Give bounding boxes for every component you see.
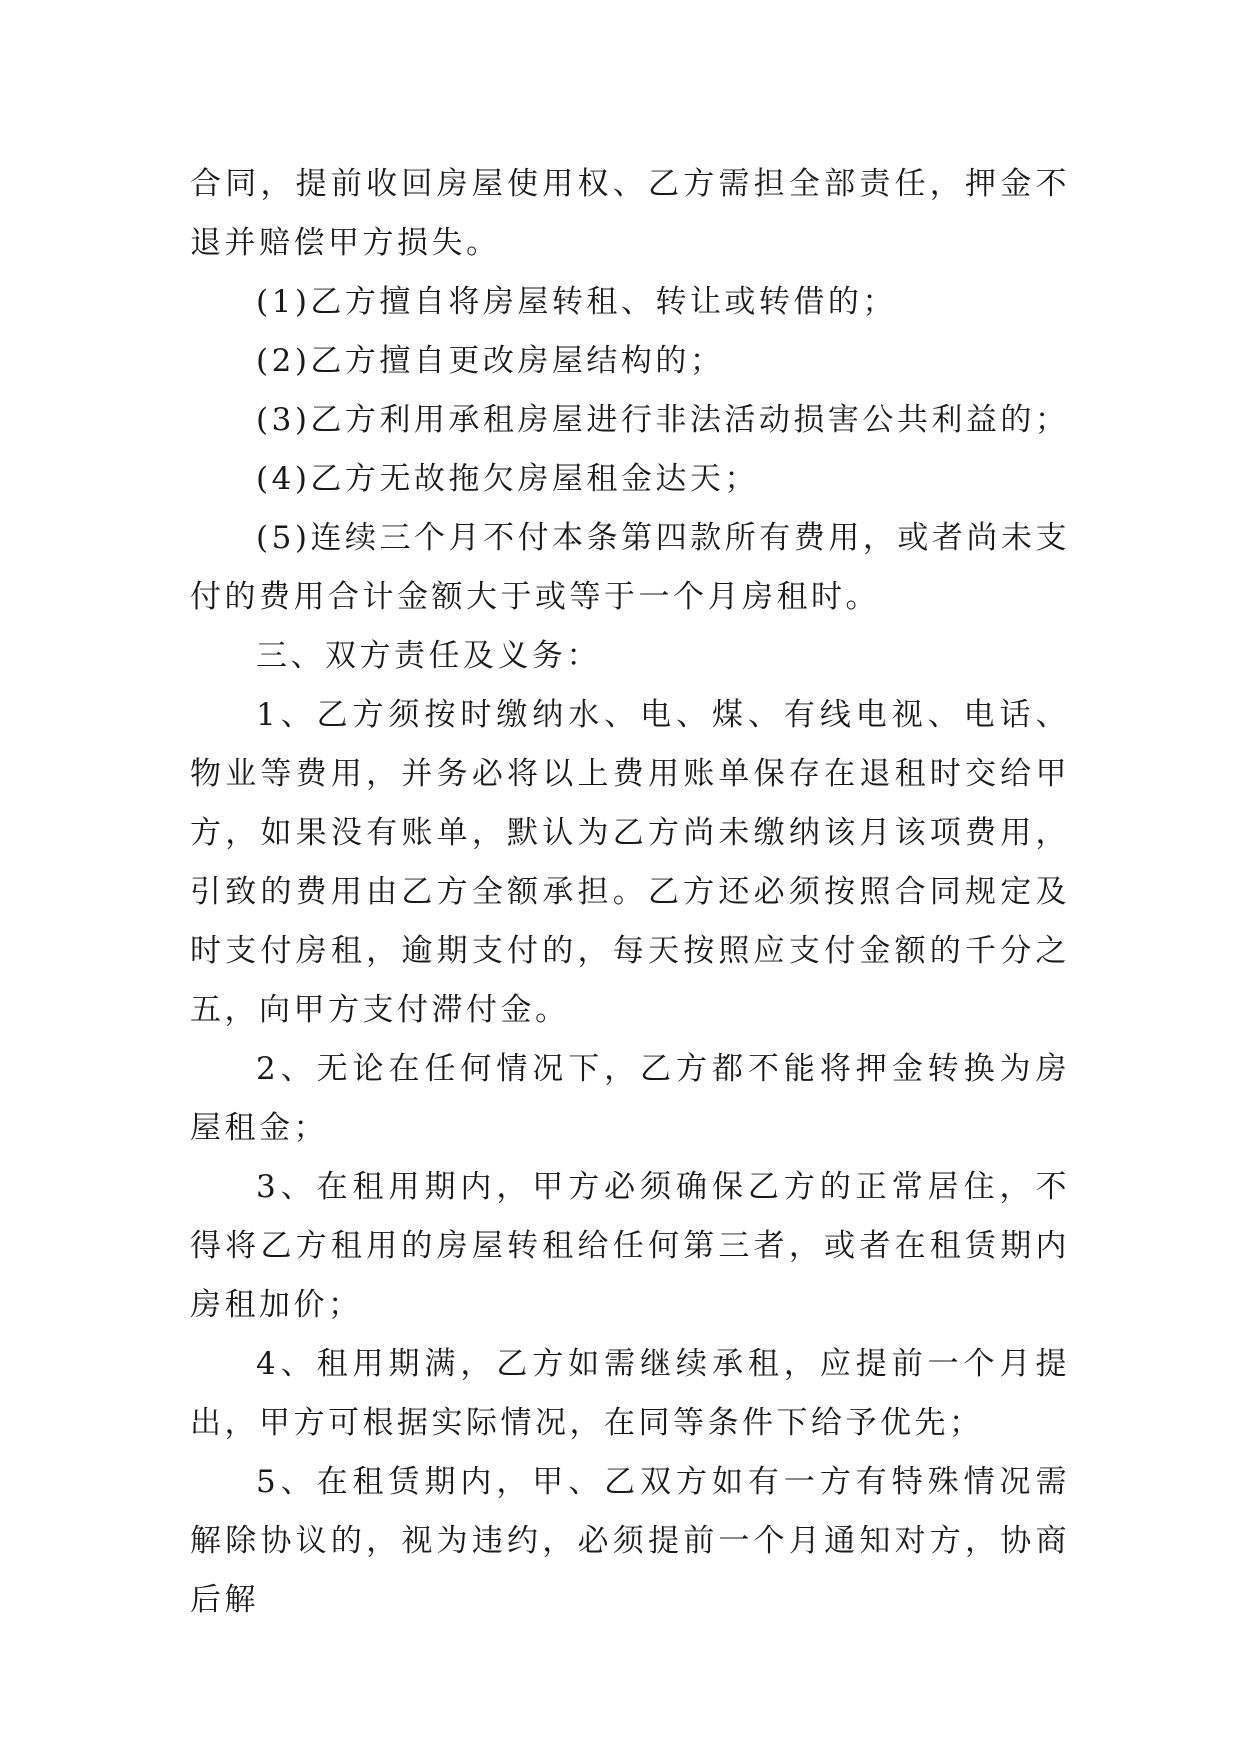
clause-5: 5、在租赁期内，甲、乙双方如有一方有特殊情况需解除协议的，视为违约，必须提前一个月通知对方，协商后解	[190, 1464, 1070, 1618]
paragraph-continuation: 合同，提前收回房屋使用权、乙方需担全部责任，押金不退并赔偿甲方损失。	[190, 166, 1070, 261]
paragraph-item-1: (1)乙方擅自将房屋转租、转让或转借的；	[256, 284, 897, 320]
clause-2: 2、无论在任何情况下，乙方都不能将押金转换为房屋租金；	[190, 1051, 1070, 1146]
section-heading: 三、双方责任及义务：	[256, 638, 601, 674]
clause-3: 3、在租用期内，甲方必须确保乙方的正常居住，不得将乙方租用的房屋转租给任何第三者，或者在租赁期内房租加价；	[190, 1169, 1070, 1323]
paragraph-item-2: (2)乙方擅自更改房屋结构的；	[256, 343, 725, 379]
paragraph-item-4: (4)乙方无故拖欠房屋租金达天；	[256, 461, 759, 497]
clause-4: 4、租用期满，乙方如需继续承租，应提前一个月提出，甲方可根据实际情况，在同等条件下给予优先；	[190, 1346, 1070, 1441]
document-body	[190, 155, 1070, 1630]
paragraph-item-3: (3)乙方利用承租房屋进行非法活动损害公共利益的；	[256, 402, 1070, 438]
paragraph-item-5: (5)连续三个月不付本条第四款所有费用，或者尚未支付的费用合计金额大于或等于一个月房租时。	[190, 520, 1070, 615]
clause-1: 1、乙方须按时缴纳水、电、煤、有线电视、电话、物业等费用，并务必将以上费用账单保存在退租时交给甲方，如果没有账单，默认为乙方尚未缴纳该月该项费用，引致的费用由乙方全额承担。乙方还必须按照合同规定及时支付房租，逾期支付的，每天按照应支付金额的千分之五，向甲方支付滞付金。	[190, 697, 1070, 1028]
